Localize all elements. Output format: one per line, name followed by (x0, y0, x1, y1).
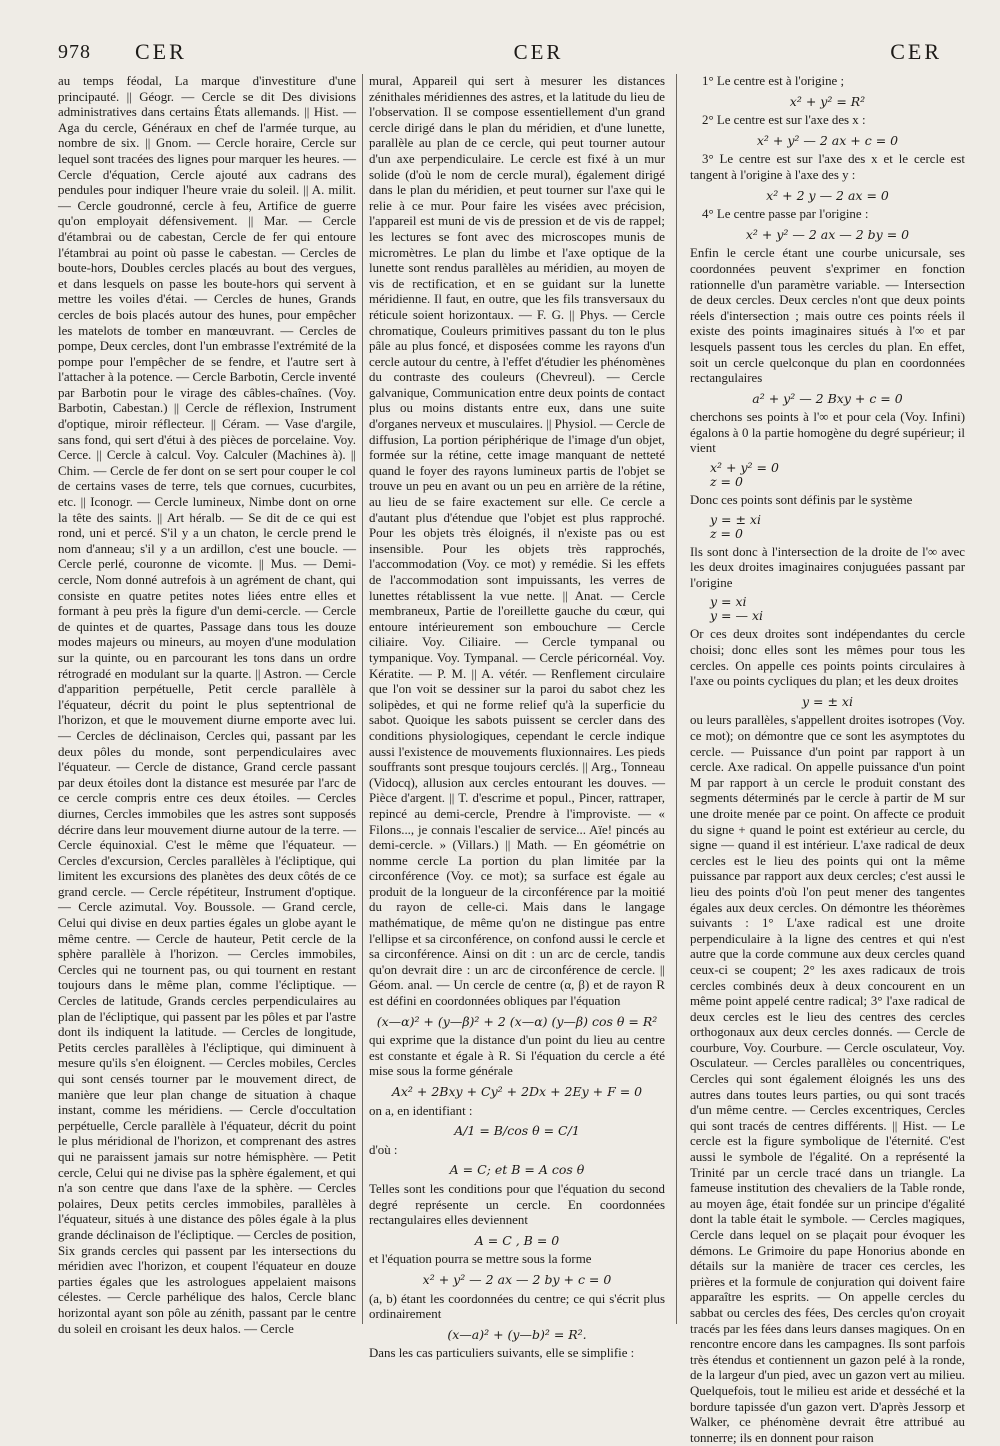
equation: x² + y² = 0 (710, 460, 779, 476)
equation: Ax² + 2Bxy + Cy² + 2Dx + 2Ey + F = 0 (391, 1084, 643, 1099)
paragraph: Donc ces points sont définis par le système (690, 493, 913, 508)
paragraph: d'où : (369, 1142, 398, 1157)
paragraph: mural, Appareil qui sert à mesurer les distances zénithales méridiennes des astres, et la latitude du lieu de l'observation. Il se compose essentiellement d'un grand cercle dirigé dans le plan du méridien, et d'une lunette, parallèle au plan de ce cercle, qui peut tourner autour d'un axe perpendiculaire. Le cercle est fixé à un mur solide (d'où le nom de cercle mural), également dirigé dans le plan du méridien, et peut tourner sur l'axe qui le relie à ce mur. Pour faire les visées avec précision, l'appareil est muni de vis de pression et de vis de rappel; les lectures se font avec des microscopes munis de micromètres. Le plan du limbe et l'axe optique de la lunette sont rendus parallèles au méridien, au moyen de vis de rectification, et en se guidant sur la lunette méridienne. Il faut, en outre, que les fils transversaux du réticule soient horizontaux. — F. G. || Phys. — Cercle chromatique, Couleurs primitives passant du ton le plus pâle au plus foncé, et disposées comme les rayons d'un cercle autour du centre, à l'effet d'étudier les phénomènes du contraste des couleurs (Chevreul). — Cercle galvanique, Communication entre deux points de contact plus ou moins distants entre eux, dans une suite d'organes nerveux et musculaires. || Physiol. — Cercle de diffusion, La portion périphérique de l'image d'un objet, formée sur la rétine, cette image manquant de netteté quand le foyer des rayons lumineux partis de l'objet se trouve un peu en avant ou un peu en arrière de la rétine, au lieu de se faire exactement sur elle. Ce cercle a d'autant plus d'étendue que l'objet est plus rapproché. Pour les objets très éloignés, il n'existe pas ou est insensible. Pour les objets très rapprochés, l'accommodation (Voy. ce mot) y remédie. Si les effets de l'accommodation sont impuissants, les verres de lunettes rétablissent la vue nette. || Anat. — Cercle membraneux, Partie de l'oreillette gauche du cœur, qui entoure intérieurement son embouchure — Cercle ciliaire. Voy. Ciliaire. — Cercle tympanal ou tympanique. Voy. Tympanal. — Cercle péricornéal. Voy. Kératite. — P. M. || A. vétér. — Renflement circulaire que l'on voit se dessiner sur la paroi du sabot chez les solipèdes, et qui ne forme relief qu'à la superficie du sabot. Quoique les sabots puissent se cercler dans des conditions physiologiques, cependant le cercle indique aussi l'existence de mouvements fluxionnaires. Les pieds souffrants sont presque toujours cerclés. || Arg., Tonneau (Vidocq), allusion aux cercles entourant les douves. — Pièce d'argent. || T. d'escrime et popul., Pincer, rattraper, repincé au demi-cercle, Prendre à l'improviste. — « Filons..., je connais l'escalier de service... Aïe! pincés au demi-cercle. » (Villars.) || Math. — En géométrie on nomme cercle La portion du plan limitée par la circonférence (Voy. ce mot); sa surface est égale au produit de la longueur de la circonférence par la moitié du rayon de celle-ci. Mais dans le langage mathématique, de même qu'on ne distingue pas entre l'ellipse et sa circonférence, on confond aussi le cercle et sa circonférence. Ainsi on dit : un arc de cercle, tandis qu'on devrait dire : un arc de circonférence de cercle. || Géom. anal. — Un cercle de centre (α, β) et de rayon R est défini en coordonnées obliques par l'équation (369, 74, 665, 1009)
paragraph: Dans les cas particuliers suivants, elle se simplifie : (369, 1346, 635, 1361)
paragraph: ou leurs parallèles, s'appellent droites isotropes (Voy. ce mot); on démontre que ce sont les asymptotes du cercle. — Puissance d'un point par rapport à un cercle. Axe radical. On appelle puissance d'un point M par rapport à un cercle le produit constant des segments déterminés par le cercle à partir de M sur une droite menée par ce point. On affecte ce produit du signe + quand le point est extérieur au cercle, du signe — quand il est intérieur. L'axe radical de deux cercles est le lieu des points qui ont la même puissance par rapport aux deux cercles; c'est aussi le lieu des points d'où l'on peut mener des tangentes égales aux deux cercles. On démontre les théorèmes suivants : 1° L'axe radical est une droite perpendiculaire à la ligne des centres et qui n'est autre que la corde commune aux deux cercles quand ceux-ci se coupent; 2° les axes radicaux de trois cercles combinés deux à deux concourent en un même point appelé centre radical; 3° l'axe radical de deux cercles est le lieu des centres des cercles orthogonaux aux deux cercles donnés. — Cercle de courbure, Voy. Courbure. — Cercle osculateur, Voy. Osculateur. — Cercles parallèles ou concentriques, Cercles qui sont également éloignés les uns des autres dans toutes leurs parties, ou qui sont tracés d'un même centre. — Cercles excentriques, Cercles qui sont tracés de centres différents. || Hist. — Le cercle est la figure symbolique de l'éternité. C'est aussi le symbole de l'égalité. On a représenté la Trinité par un cercle tracé dans un triangle. La fameuse institution des chevaliers de la Table ronde, au moyen âge, était fondée sur un principe d'égalité dont la table était le symbole. — Cercles magiques, Cercle dans lequel on se plaçait pour évoquer les démons. Le Grimoire du pape Honorius abonde en détails sur la manière de tracer ces cercles, les prières et la formule de conjuration qui doivent faire apparaître les esprits. — On appelle cercles du sabbat ou cercles des fées, Des cercles qu'on croyait tracés par les fées dans leurs danses magiques. On en rencontre encore dans les campagnes. Ils sont parfois très étendus et contiennent un gazon pelé à la ronde, de la largeur d'un pied, avec un gazon vert au milieu. Quelquefois, tout le milieu est aride et desséché et la bordure tapissée d'un gazon vert. D'après Jessorp et Walker, ce phénomène devrait être attribué au tonnerre; ils en donnent pour raison (690, 713, 965, 1445)
column-divider (362, 74, 363, 1324)
page-number: 978 (58, 40, 91, 63)
equation: a² + y² — 2 Bxy + c = 0 (752, 390, 903, 406)
equation-system (710, 513, 965, 541)
column-1 (58, 74, 356, 1336)
running-head-left: CER (135, 39, 187, 64)
paragraph: (a, b) étant les coordonnées du centre; ce qui s'écrit plus ordinairement (369, 1291, 665, 1322)
equation: y = xi (710, 594, 747, 610)
equation: x² + y² = R² (789, 93, 866, 109)
equation: x² + y² — 2 ax + c = 0 (756, 132, 899, 148)
case-heading: 2° Le centre est sur l'axe des x : (702, 113, 866, 128)
paragraph: Or ces deux droites sont indépendantes du cercle choisi; donc elles sont les mêmes pour tous les cercles. On appelle ces points points circulaires à l'axe ou points cycliques du plan; et les deux droites (690, 627, 965, 689)
equation: x² + y² — 2 ax — 2 by + c = 0 (422, 1271, 612, 1287)
equation: x² + 2 y — 2 ax = 0 (766, 187, 889, 203)
equation: (x—α)² + (y—β)² + 2 (x—α) (y—β) cos θ = R² (376, 1013, 658, 1029)
equation: y = — xi (710, 608, 764, 624)
equation: A = C; et B = A cos θ (449, 1162, 585, 1178)
equation: y = ± xi (802, 693, 853, 709)
equation: A/1 = B/cos θ = C/1 (454, 1123, 580, 1139)
equation-system (710, 461, 965, 489)
equation: z = 0 (710, 474, 743, 490)
paragraph: cherchons ses points à l'∞ et pour cela (Voy. Infini) égalons à 0 la partie homogène du degré supérieur; il vient (690, 410, 965, 456)
case-heading: 4° Le centre passe par l'origine : (702, 207, 869, 222)
running-head-center: CER (513, 39, 564, 64)
paragraph: Telles sont les conditions pour que l'équation du second degré représente un cercle. En coordonnées rectangulaires elles deviennent (369, 1181, 665, 1228)
paragraph: qui exprime que la distance d'un point du lieu au centre est constante et égale à R. Si l'équation du cercle a été mise sous la forme générale (369, 1033, 665, 1079)
equation: y = ± xi (710, 511, 761, 527)
column-3 (690, 74, 965, 1445)
equation: A = C , B = 0 (474, 1232, 560, 1248)
paragraph: Ils sont donc à l'intersection de la droite de l'∞ avec les deux droites imaginaires conjuguées passant par l'origine (690, 544, 965, 590)
running-head-right: CER (890, 39, 942, 64)
equation-system (710, 595, 965, 623)
column-2 (369, 74, 665, 1361)
case-heading: 1° Le centre est à l'origine ; (702, 74, 845, 88)
column-1-text: au temps féodal, La marque d'investiture d'une principauté. || Géogr. — Cercle se dit Des divisions administratives dans certains États allemands. || Hist. — Aga du cercle, Généraux en chef de l'armée turque, au nombre de six. || Gnom. — Cercle horaire, Cercle sur lequel sont tracées des lignes pour marquer les heures. — Cercle d'équation, Cercle ajouté aux cadrans des pendules pour indiquer l'heure vraie du soleil. || A. milit. — Cercle goudronné, cercle à feu, Artifice de guerre qu'on employait défensivement. || Mar. — Cercle d'étambrai ou de cabestan, Cercle de fer qui entoure l'étambrai au point où passe le cabestan. — Cercles de boute-hors, Doubles cercles placés au bout des vergues, et dans lesquels on passe les boute-hors qui servent à mettre les voiles d'étai. — Cercles de hunes, Grands cercles de bois placés autour des hunes, pour empêcher les matelots de tomber en manœuvrant. — Cercles de pompe, Deux cercles, dont l'un embrasse l'extrémité de la pompe pour l'empêcher de se fendre, et l'autre sert à l'attacher à la potence. — Cercle Barbotin, Cercle inventé par Barbotin pour le virage des câbles-chaînes. (Voy. Barbotin, Cabestan.) || Cercle de réflexion, Instrument d'optique, miroir réflecteur. || Céram. — Vase d'argile, sans fond, qui sert d'étui à des pièces de porcelaine. Voy. Cerce. || Cercle à calcul. Voy. Calculer (Machines à). || Chim. — Cercle de fer dont on se sert pour couper le col de certains vases de terre, tels que cornues, cucurbites, etc. || Iconogr. — Cercle lumineux, Nimbe dont on orne la tête des saints. || Art héralb. — Se dit de ce qui est rond, uni et percé. S'il y a un chaton, le cercle prend le nom d'anneau; s'il y a un ardillon, c'est une boucle. — Cercle perlé, couronne de vicomte. || Mus. — Demi-cercle, Nom donné autrefois à un agrément de chant, qui consiste en quatre petites notes liées entre elles et formant à peu près la figure d'un demi-cercle. — Cercle de quintes et de quartes, Passage dans tous les douze modes majeurs ou mineurs, au moyen d'une modulation sur la quinte, ou en parcourant les tons dans un ordre rétrogradé en modulant sur la quarte. || Astron. — Cercle d'apparition perpétuelle, Petit cercle parallèle à l'équateur, décrit du point le plus septentrional de l'horizon, et que le mouvement diurne emporte avec lui. — Cercles de déclinaison, Cercles qui, passant par les deux pôles du monde, sont perpendiculaires avec l'équateur. — Cercle de distance, Grand cercle passant par deux étoiles dont la distance est mesurée par l'arc de ce cercle compris entre ces deux étoiles. — Cercles diurnes, Cercles immobiles que les astres sont supposés décrire dans leur mouvement diurne autour de la terre. — Cercle équinoxial. C'est le même que l'équateur. — Cercles d'excursion, Cercles parallèles à l'écliptique, qui limitent les excursions des planètes des deux côtés de ce grand cercle. — Cercle répétiteur, Instrument d'optique. — Cercle azimutal. Voy. Boussole. — Grand cercle, Celui qui divise en deux parties égales un globe ayant le même centre. — Cercle de hauteur, Petit cercle de la sphère parallèle à l'horizon. — Cercles immobiles, Cercles qui ne tournent pas, ou qui tournent en restant toujours dans le même plan, comme l'écliptique. — Cercles de latitude, Grands cercles perpendiculaires au plan de l'écliptique, qui passent par les pôles et par l'astre dont ils indiquent la latitude. — Cercles de longitude, Petits cercles parallèles à l'écliptique, qui diminuent à mesure qu'ils s'en éloignent. — Cercles mobiles, Cercles qui sont censés tourner par le mouvement direct, de manière que leur plan change de situation à chaque instant, comme les méridiens. — Cercle d'occultation perpétuelle, Cercle parallèle à l'équateur, décrit du point le plus méridional de l'horizon, et comprenant des astres qui ne paraissent jamais sur notre hémisphère. — Petit cercle, Celui qui ne divise pas la sphère également, et qui n'a son centre que dans l'axe de la sphère. — Cercles polaires, Deux petits cercles immobiles, parallèles à l'équateur, situés à une distance des pôles égale à la plus grande déclinaison de l'écliptique. — Cercles de position, Six grands cercles qui passent par les intersections du méridien avec l'horizon, et coupent l'équateur en douze parties égales que les astrologues appelaient maisons célestes. — Cercle parhélique des halos, Cercle blanc horizontal ayant son pôle au zénith, passant par le centre du soleil en croisant les deux halos. — Cercle (58, 74, 356, 1336)
column-divider (676, 74, 677, 1324)
paragraph: on a, en identifiant : (369, 1103, 473, 1118)
equation: (x—a)² + (y—b)² = R². (447, 1326, 587, 1342)
page-header (58, 32, 942, 72)
case-heading: 3° Le centre est sur l'axe des x et le cercle est tangent à l'origine à l'axe des y : (690, 152, 965, 182)
equation: z = 0 (710, 525, 743, 541)
paragraph: Enfin le cercle étant une courbe unicursale, ses coordonnées peuvent s'exprimer en fonction rationnelle d'un paramètre variable. — Intersection de deux cercles. Deux cercles n'ont que deux points réels d'intersection ; mais outre ces points réels il existe des points imaginaires situés à l'∞ et par lesquels passent tous les cercles du plan. En effet, soit un cercle quelconque du plan en coordonnées rectangulaires (690, 246, 965, 386)
equation: x² + y² — 2 ax — 2 by = 0 (745, 226, 910, 242)
paragraph: et l'équation pourra se mettre sous la forme (369, 1252, 592, 1267)
